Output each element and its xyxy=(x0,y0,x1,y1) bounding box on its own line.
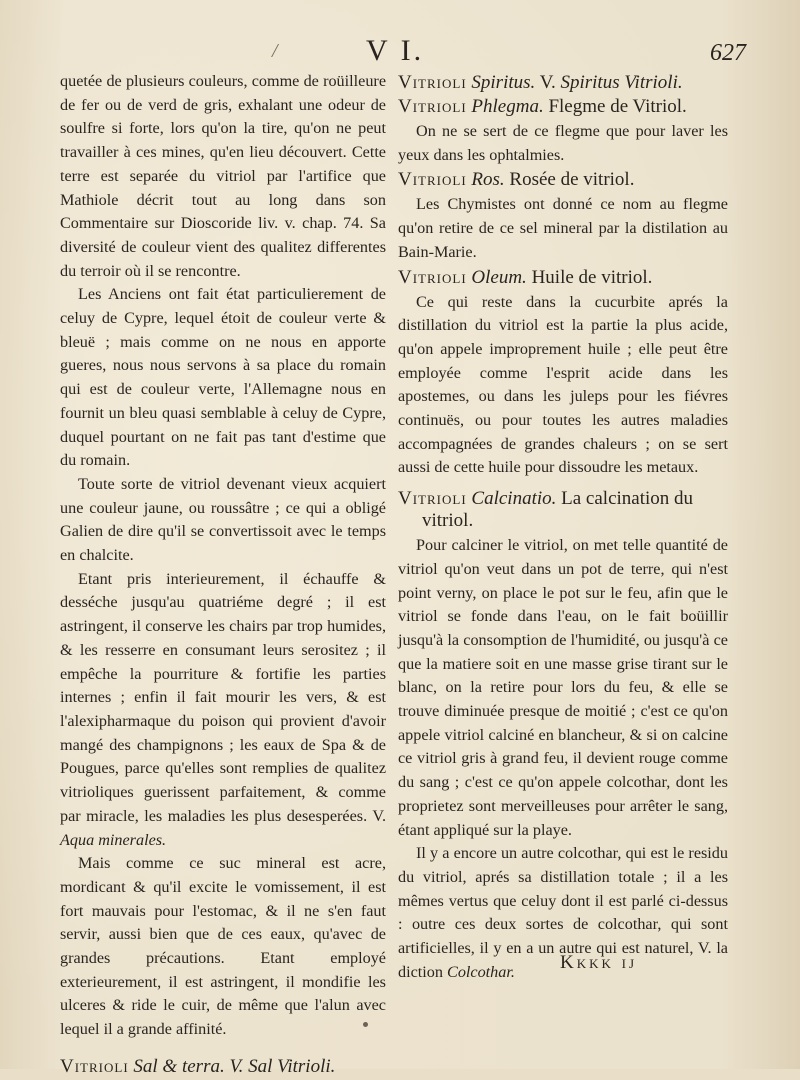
cross-reference: Colcothar. xyxy=(447,962,515,981)
catchword-signature: Kkkk ij xyxy=(560,952,638,973)
entry-latin: Sal & terra. xyxy=(133,1055,225,1077)
cross-reference: Aqua minerales. xyxy=(60,830,167,849)
entry-headword: Vitrioli xyxy=(398,72,467,93)
entry-headword: Vitrioli xyxy=(60,1055,129,1077)
paragraph: Etant pris interieurement, il échauffe & desséche jusqu'au quatriéme degré ; il est astringent, il conserve les chairs par trop humides, & les resserre en consumant leurs serositez ; il empêche la pourriture & fortifie les parties internes ; enfin il fait mourir les vers, & est l'alexipharmaque du poison qui provient d'avoir mangé des champignons ; les eaux de Spa & de Pougues, parce qu'elles sont remplies de qualitez vitrioliques guerissent parfaitement, & comme par miracle, les maladies les plus desesperées. V. Aqua minerales. xyxy=(60,569,386,849)
page-number: 627 xyxy=(710,40,746,66)
running-head: V I. xyxy=(366,34,425,67)
paragraph: Ce qui reste dans la cucurbite aprés la distillation du vitriol est la partie la plus acide, qu'on appele improprement huile ; elle peut être employée comme l'esprit acide dans les apostemes, ou dans les juleps pour les fiévres continuës, ou pour toutes les autres maladies accompagnées de grandes chaleurs ; on se sert aussi de cette huile pour dissoudre les metaux. xyxy=(398,292,728,477)
entry-headword: Vitrioli xyxy=(398,96,467,117)
dictionary-entry-spiritus xyxy=(398,72,728,94)
entry-headword: Vitrioli xyxy=(398,266,467,288)
paragraph: Toute sorte de vitriol devenant vieux acquiert une couleur jaune, ou roussâtre ; ce qui a obligé Galien de dire qu'il se convertissoit avec le temps en chalcite. xyxy=(60,474,386,565)
entry-latin: Oleum. xyxy=(471,266,527,288)
entry-latin: Calcinatio. xyxy=(471,488,557,510)
page-header xyxy=(0,34,800,72)
paragraph: Les Chymistes ont donné ce nom au flegme qu'on retire de ce sel mineral par la distilation au Bain-Marie. xyxy=(398,195,728,261)
dictionary-entry-calcinatio xyxy=(398,488,728,532)
entry-headword: Vitrioli xyxy=(398,169,467,191)
left-column xyxy=(60,70,386,1080)
dictionary-entry-phlegma xyxy=(398,96,728,118)
entry-gloss: La calcination du vitriol. xyxy=(422,488,694,532)
entry-gloss: Rosée de vitriol. xyxy=(509,169,635,191)
entry-gloss: V. xyxy=(539,72,556,93)
dictionary-entry-oleum xyxy=(398,267,728,289)
paragraph: Les Anciens ont fait état particulierement de celuy de Cypre, lequel étoit de couleur verte & bleuë ; mais comme on ne nous en apporte gueres, nous nous servons à sa place du romain qui est de couleur verte, l'Allemagne nous en fournit un bleu quasi semblable à celuy de Cypre, duquel pourtant on ne fait pas tant d'estime que du romain. xyxy=(60,285,386,470)
entry-latin: Phlegma. xyxy=(471,96,544,117)
entry-gloss: Flegme de Vitriol. xyxy=(548,96,687,117)
paragraph: quetée de plusieurs couleurs, comme de roüilleure de fer ou de verd de gris, exhalant une odeur de soulfre si forte, lors qu'on la tire, qu'on ne peut travailler à ces mines, qu'en lieu découvert. Cette terre est separée du vitriol par l'artifice que Mathiole décrit tout au long dans son Commentaire sur Dioscoride liv. v. chap. 74. Sa diversité de couleur vient des qualitez differentes du terroir où il se rencontre. xyxy=(60,72,386,280)
ink-dot xyxy=(363,1022,368,1027)
entry-gloss: V. Sal Vitrioli. xyxy=(229,1055,336,1077)
dictionary-entry-ros xyxy=(398,169,728,191)
margin-mark: / xyxy=(272,40,278,62)
paragraph: Il y a encore un autre colcothar, qui est le residu du vitriol, aprés sa distillation totale ; il a les mêmes vertus que celuy dont il est parlé ci-dessus : outre ces deux sortes de colcothar, qui sont artificielles, il y en a un autre qui est naturel, V. la diction Colcothar. xyxy=(398,844,728,981)
entry-gloss-latin: Spiritus Vitrioli. xyxy=(560,72,683,93)
entry-latin: Ros. xyxy=(471,169,505,191)
entry-gloss: Huile de vitriol. xyxy=(531,266,653,288)
paragraph: On ne se sert de ce flegme que pour laver les yeux dans les ophtalmies. xyxy=(398,122,728,164)
entry-latin: Spiritus. xyxy=(471,72,536,93)
paragraph: Mais comme ce suc mineral est acre, mordicant & qu'il excite le vomissement, il est fort mauvais pour l'estomac, & il ne s'en faut servir, aussi bien que de ces eaux, qu'avec de grandes précautions. Etant employé exterieurement, il est astringent, il mondifie les ulceres & ride le cuir, de même que l'alun avec lequel il a grande affinité. xyxy=(60,854,386,1039)
paragraph: Pour calciner le vitriol, on met telle quantité de vitriol qu'on veut dans un pot de terre, qui n'est point verny, on place le pot sur le feu, afin que le vitriol se fonde dans l'eau, on le fait boüillir jusqu'à la consomption de l'humidité, ou jusqu'à ce que la matiere soit en une masse grise tirant sur le blanc, on la retire pour lors du feu, & elle se trouve diminuée presque de moitié ; c'est ce qu'on appele vitriol calciné en blancheur, & si on calcine ce vitriol gris à grand feu, il devient rouge comme du sang ; c'est ce qu'on appele colcothar, dont les proprietez sont merveilleuses pour arrêter le sang, étant appliqué sur la playe. xyxy=(398,536,728,839)
dictionary-entry-sal-terra xyxy=(60,1056,386,1078)
entry-headword: Vitrioli xyxy=(398,488,467,510)
right-column xyxy=(398,70,728,985)
